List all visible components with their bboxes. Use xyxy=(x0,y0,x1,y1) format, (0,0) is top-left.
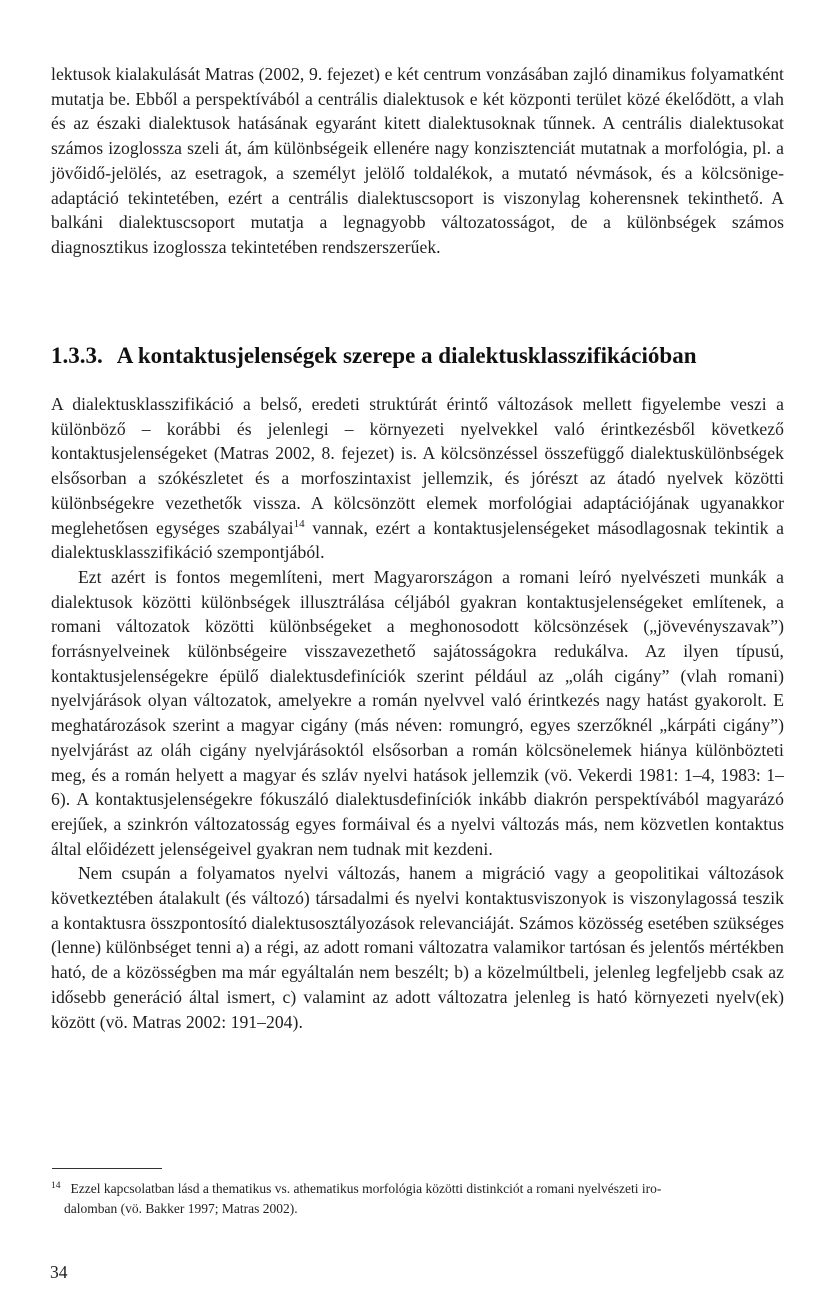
intro-paragraph: lektusok kialakulását Matras (2002, 9. fejezet) e két centrum vonzásában zajló dinamikus folyamatként mutatja be. Ebből a perspektívából a centrális dialektusok e két központi terület közé ékelődött, a vlah és az északi dialektusok hatásának egyaránt kitett dialektusoknak tűnnek. A centrális dialektusokat számos izoglossza szeli át, ám különbségeik ellenére nagy konzisztenciát mutatnak a morfológia, pl. a jövőidő-jelölés, az esetragok, a személyt jelölő toldalékok, a mutató névmások, és a kölcsönige-adaptáció tekintetében, ezért a centrális dialektuscsoport is viszonylag koherensnek tekinthető. A balkáni dialektuscsoport mutatja a legnagyobb változatosságot, de a különbségek számos diagnosztikus izoglossza tekintetében rendszerszerűek. xyxy=(51,64,784,257)
footnote-line-2: dalomban (vö. Bakker 1997; Matras 2002). xyxy=(64,1201,298,1216)
footnote-separator xyxy=(52,1168,162,1169)
section-heading xyxy=(51,342,791,370)
footnote-mark: 14 xyxy=(51,1180,61,1191)
section-title: A kontaktusjelenségek szerepe a dialektusklasszifikációban xyxy=(116,343,697,368)
page-number: 34 xyxy=(50,1262,68,1282)
body-paragraph-3: Nem csupán a folyamatos nyelvi változás, hanem a migráció vagy a geopolitikai változások következtében átalakult (és változó) társadalmi és nyelvi kontaktusviszonyok is viszonylagossá teszik a kontaktusra összpontosító dialektusosztályozások relevanciáját. Számos közösség esetében szükséges (lenne) különbséget tenni a) a régi, az adott romani változatra valamikor tartósan és jelentős mértékben ható, de a közösségben ma már egyáltalán nem beszélt; b) a közelmúltbeli, jelenleg legfeljebb csak az idősebb generáció által ismert, c) valamint az adott változatra jelenleg is ható környezeti nyelv(ek) között (vö. Matras 2002: 191–204). xyxy=(51,863,784,1032)
body-paragraph-2: Ezt azért is fontos megemlíteni, mert Magyarországon a romani leíró nyelvészeti munkák a dialektusok közötti különbségek illusztrálása céljából gyakran kontaktusjelenségeket említenek, a romani változatok közötti különbségeket a meghonosodott kölcsönzések („jövevényszavak”) forrásnyelveinek különbségeire visszavezethető sajátosságokra redukálva. Az ilyen típusú, kontaktusjelenségekre épülő dialektusdefiníciók szerint például az „oláh cigány” (vlah romani) nyelvjárások olyan változatok, amelyekre a román nyelvvel való érintkezés nagy hatást gyakorolt. E meghatározások szerint a magyar cigány (más néven: romungró, egyes szerzőknél „kárpáti cigány”) nyelvjárást az oláh cigány nyelvjárásoktól elsősorban a román kölcsönelemek hiánya különbözteti meg, és a román helyett a magyar és szláv nyelvi hatások jellemzik (vö. Vekerdi 1981: 1–4, 1983: 1–6). A kontaktusjelenségekre fókuszáló dialektusdefiníciók inkább diakrón perspektívából magyarázó erejűek, a szinkrón változatosság egyes formáival és a nyelvi változás más, nem közvetlen kontaktus által előidézett jelenségeivel gyakran nem tudnak mit kezdeni. xyxy=(51,566,784,859)
footnote-line-1: Ezzel kapcsolatban lásd a thematikus vs. athematikus morfológia közötti distinkciót a romani nyelvészeti iro- xyxy=(70,1181,662,1196)
footnote xyxy=(51,1179,784,1219)
footnote-reference[interactable]: 14 xyxy=(293,517,305,530)
section-number: 1.3.3. xyxy=(51,343,103,368)
intro-paragraph-block xyxy=(51,62,784,260)
paragraph-1-text-b: vannak, ezért a kontaktusjelenségeket másodlagosnak tekintik a dialektusklasszifikáció szempontjából. xyxy=(51,517,784,563)
paragraph-1-text-a: A dialektusklasszifikáció a belső, eredeti struktúrát érintő változások mellett figyelembe veszi a különböző – korábbi és jelenlegi – környezeti nyelvekkel való érintkezésből következő kontaktusjelenségeket (Matras 2002, 8. fejezet) is. A kölcsönzéssel összefüggő dialektuskülönbségek elsősorban a szókészletet és a morfoszintaxist jellemzik, és jórészt az átadó nyelvek közötti különbségekre vezethetők vissza. A kölcsönzött elemek morfológiai adaptációjának ugyanakkor meglehetősen egységes szabályai xyxy=(51,394,784,538)
section-body xyxy=(51,392,784,1034)
body-paragraph-1 xyxy=(51,392,784,565)
